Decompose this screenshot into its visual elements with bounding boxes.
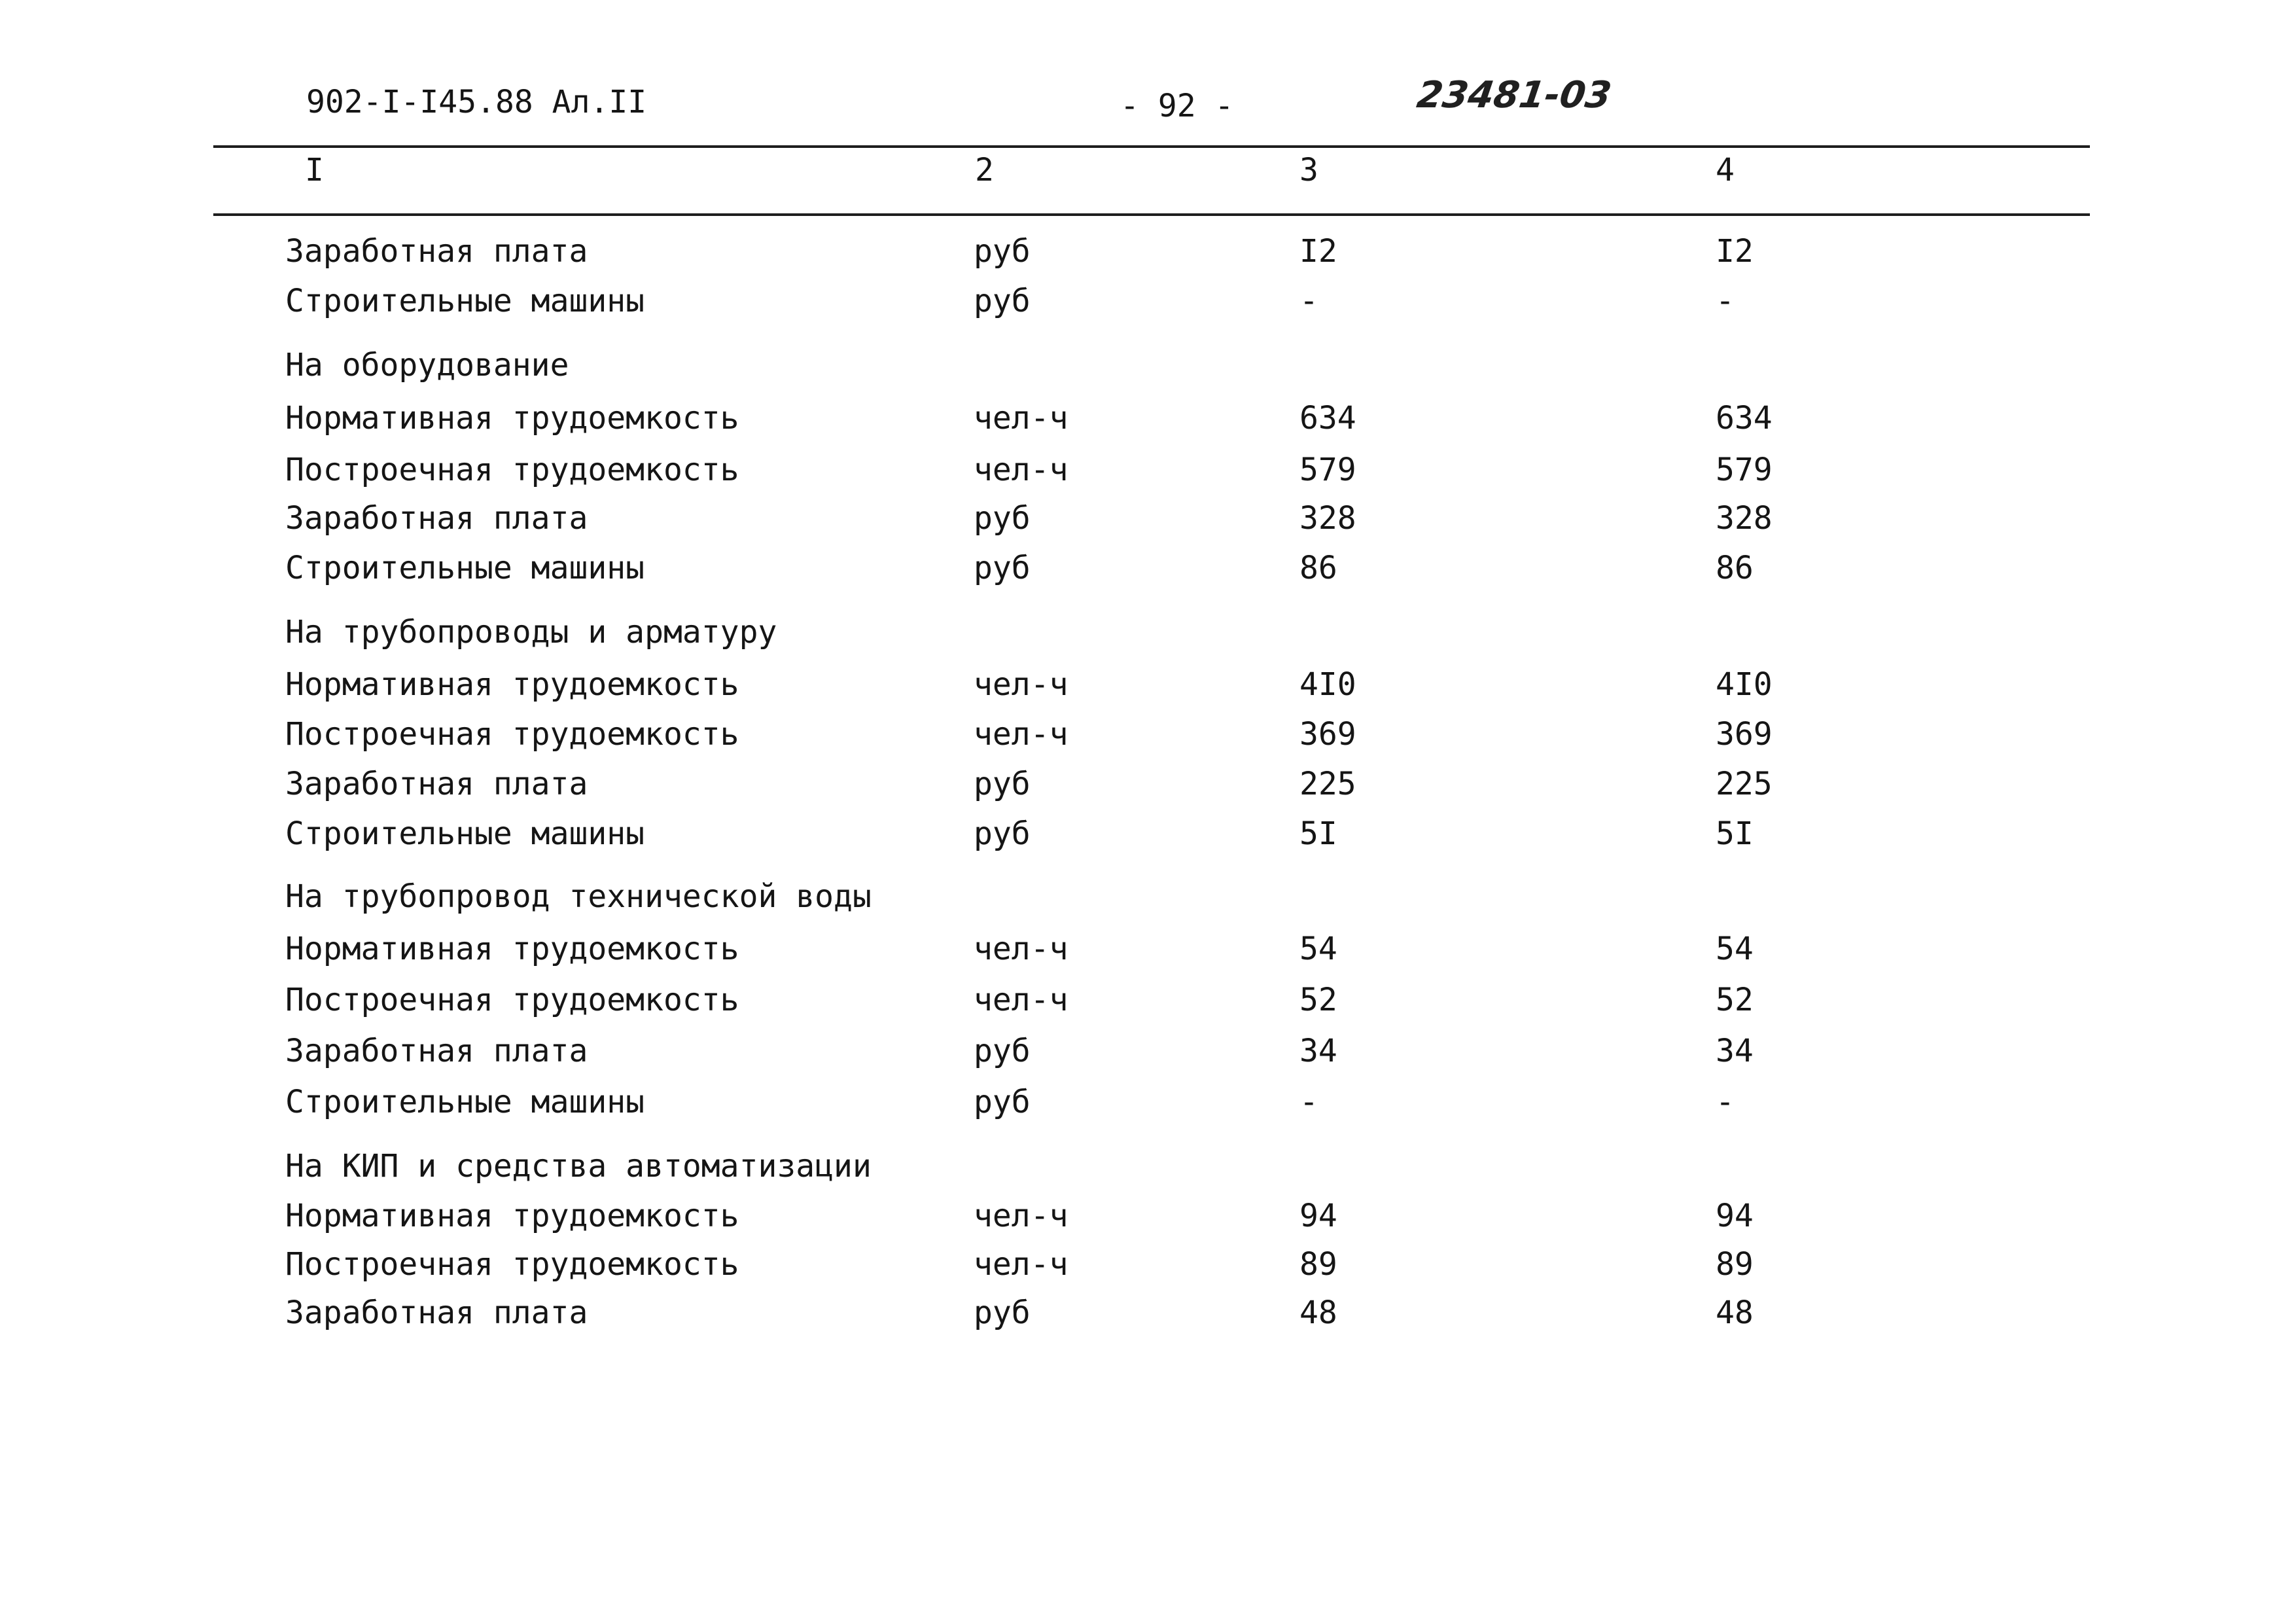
unit-cell: руб [974, 233, 1031, 270]
unit-cell: руб [974, 550, 1031, 586]
row-label: Построечная трудоемкость [285, 452, 739, 488]
unit-cell: чел-ч [974, 931, 1069, 967]
value-cell-col3: 52 [1299, 982, 1337, 1018]
table-row [0, 715, 2296, 754]
value-cell-col3: - [1299, 283, 1318, 319]
value-cell-col4: 89 [1716, 1246, 1754, 1283]
table-row [0, 281, 2296, 321]
row-label: Нормативная трудоемкость [285, 931, 739, 967]
value-cell-col4: 225 [1716, 766, 1773, 802]
unit-cell: руб [974, 1084, 1031, 1120]
value-cell-col3: I2 [1299, 233, 1337, 270]
table-row [0, 450, 2296, 490]
unit-cell: чел-ч [974, 666, 1069, 703]
page-number: - 92 - [1120, 88, 1234, 124]
table-row [0, 764, 2296, 804]
table-row [0, 499, 2296, 538]
table-row [0, 548, 2296, 588]
row-label: Нормативная трудоемкость [285, 666, 739, 703]
unit-cell: чел-ч [974, 1246, 1069, 1283]
unit-cell: руб [974, 1294, 1031, 1331]
document-code: 902-I-I45.88 Ал.II [306, 84, 647, 120]
value-cell-col4: 54 [1716, 931, 1754, 967]
value-cell-col3: - [1299, 1084, 1318, 1120]
table-row [0, 1031, 2296, 1071]
value-cell-col3: 328 [1299, 500, 1356, 537]
value-cell-col4: - [1716, 283, 1735, 319]
column-header-3: 3 [1299, 152, 1318, 188]
table-row [0, 232, 2296, 271]
unit-cell: руб [974, 500, 1031, 537]
unit-cell: чел-ч [974, 716, 1069, 753]
value-cell-col3: 579 [1299, 452, 1356, 488]
value-cell-col3: 4I0 [1299, 666, 1356, 703]
value-cell-col3: 225 [1299, 766, 1356, 802]
value-cell-col3: 94 [1299, 1198, 1337, 1234]
table-row [0, 929, 2296, 969]
value-cell-col4: 579 [1716, 452, 1773, 488]
section-heading: На КИП и средства автоматизации [285, 1148, 872, 1185]
row-label: Заработная плата [285, 1033, 588, 1069]
value-cell-col4: 369 [1716, 716, 1773, 753]
value-cell-col4: 5I [1716, 815, 1754, 852]
column-header-1: I [305, 152, 324, 188]
unit-cell: чел-ч [974, 1198, 1069, 1234]
value-cell-col4: 48 [1716, 1294, 1754, 1331]
table-row [0, 665, 2296, 704]
value-cell-col3: 34 [1299, 1033, 1337, 1069]
table-row [0, 1293, 2296, 1332]
value-cell-col3: 86 [1299, 550, 1337, 586]
section-heading: На трубопровод технической воды [285, 878, 872, 915]
value-cell-col4: 4I0 [1716, 666, 1773, 703]
table-row [0, 814, 2296, 853]
unit-cell: руб [974, 766, 1031, 802]
row-label: Нормативная трудоемкость [285, 400, 739, 437]
value-cell-col4: I2 [1716, 233, 1754, 270]
section-heading-row [0, 613, 2296, 652]
row-label: Строительные машины [285, 815, 645, 852]
unit-cell: руб [974, 815, 1031, 852]
value-cell-col4: 328 [1716, 500, 1773, 537]
value-cell-col3: 54 [1299, 931, 1337, 967]
row-label: Построечная трудоемкость [285, 1246, 739, 1283]
section-heading-row [0, 346, 2296, 385]
value-cell-col4: 634 [1716, 400, 1773, 437]
section-heading: На трубопроводы и арматуру [285, 614, 777, 651]
section-heading-row [0, 1147, 2296, 1186]
row-label: Строительные машины [285, 1084, 645, 1120]
section-heading: На оборудование [285, 347, 569, 383]
unit-cell: чел-ч [974, 452, 1069, 488]
unit-cell: руб [974, 283, 1031, 319]
value-cell-col4: 34 [1716, 1033, 1754, 1069]
value-cell-col3: 5I [1299, 815, 1337, 852]
value-cell-col4: 86 [1716, 550, 1754, 586]
row-label: Построечная трудоемкость [285, 716, 739, 753]
section-heading-row [0, 877, 2296, 916]
value-cell-col3: 369 [1299, 716, 1356, 753]
unit-cell: чел-ч [974, 400, 1069, 437]
table-row [0, 399, 2296, 438]
row-label: Строительные машины [285, 550, 645, 586]
value-cell-col3: 48 [1299, 1294, 1337, 1331]
table-row [0, 1245, 2296, 1284]
table-row [0, 1082, 2296, 1122]
value-cell-col3: 634 [1299, 400, 1356, 437]
row-label: Заработная плата [285, 1294, 588, 1331]
unit-cell: руб [974, 1033, 1031, 1069]
column-header-2: 2 [975, 152, 994, 188]
table-row [0, 1196, 2296, 1236]
row-label: Строительные машины [285, 283, 645, 319]
column-header-4: 4 [1716, 152, 1735, 188]
handwritten-document-number: 23481-03 [1414, 74, 1614, 116]
row-label: Заработная плата [285, 500, 588, 537]
value-cell-col4: - [1716, 1084, 1735, 1120]
value-cell-col3: 89 [1299, 1246, 1337, 1283]
value-cell-col4: 52 [1716, 982, 1754, 1018]
table-row [0, 980, 2296, 1020]
row-label: Нормативная трудоемкость [285, 1198, 739, 1234]
row-label: Построечная трудоемкость [285, 982, 739, 1018]
row-label: Заработная плата [285, 233, 588, 270]
unit-cell: чел-ч [974, 982, 1069, 1018]
row-label: Заработная плата [285, 766, 588, 802]
value-cell-col4: 94 [1716, 1198, 1754, 1234]
